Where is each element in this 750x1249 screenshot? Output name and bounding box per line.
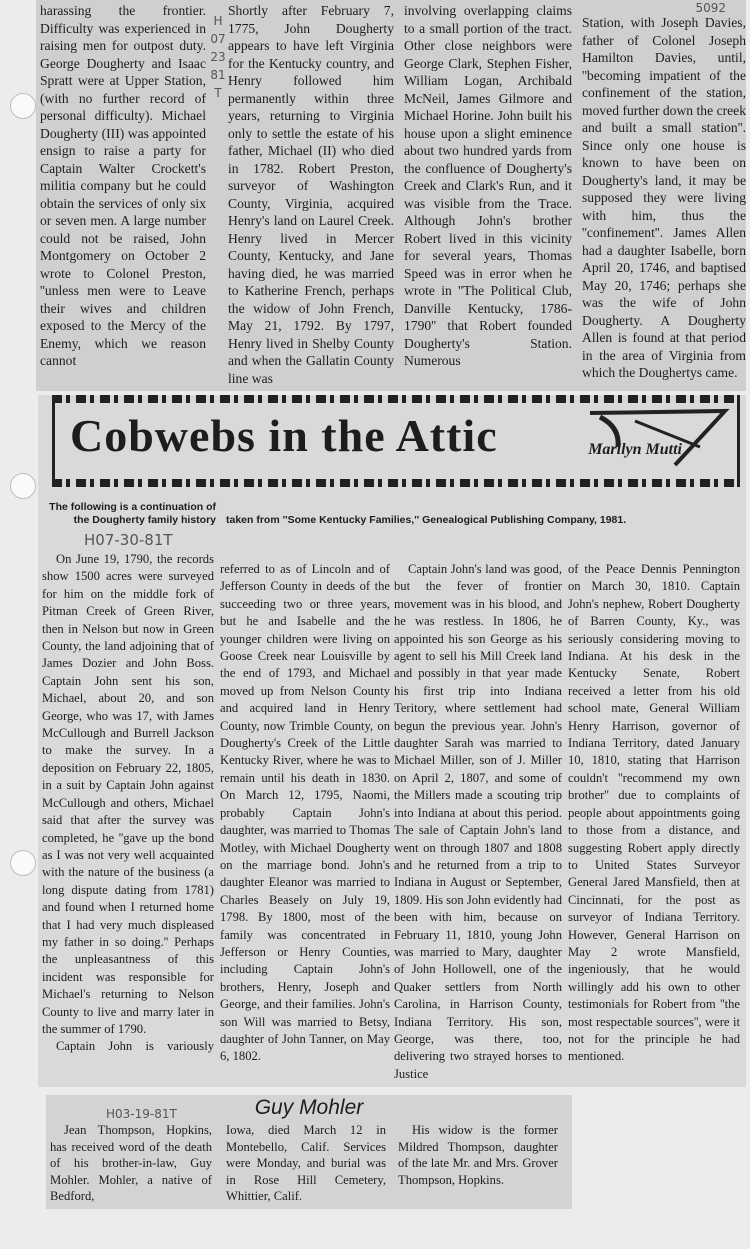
obituary-title: Guy Mohler (254, 1096, 364, 1120)
article-intro-continued: taken from ''Some Kentucky Families,'' Genealogical Publishing Company, 1981. (226, 514, 627, 526)
page-number-handwritten: 5092 (695, 1, 726, 15)
article-body (38, 501, 746, 1083)
ornament-border-bottom (52, 479, 740, 487)
obituary-column-3: His widow is the former Mildred Thompson, daughter of the late Mr. and Mrs. Grover Thompson, Hopkins. (398, 1123, 558, 1187)
byline: Marilyn Mutti (588, 441, 682, 458)
column-banner (52, 395, 740, 487)
obituary-column-2: Iowa, died March 12 in Montebello, Calif. Services were Monday, and burial was in Rose Hill Cemetery, Whittier, Calif. (226, 1123, 386, 1204)
top-column-2: Shortly after February 7, 1775, John Dougherty appears to have left Virginia for the Kentucky country, and Henry followed him permanently within three years, returning to Virginia only to settle the estate of his father, Michael (II) who died in 1782. Robert Preston, surveyor of Washington County, Virginia, acquired Henry's land on Laurel Creek. Henry lived in Mercer County, Kentucky, and Jane having died, he was married to Katherine French, perhaps the widow of John French, May 21, 1792. By 1797, Henry lived in Shelby County and when the Gallatin County line was (228, 3, 394, 386)
article-column-3: Captain John's land was good, but the fever of frontier movement was in his blood, and he was restless. In 1806, he appointed his son George as his agent to sell his Mill Creek land and possibly in that year made his first trip into Indiana Teritory, where settlement had begun the previous year. John's daughter Sarah was married to Michael Miller, son of J. Miller on April 2, 1807, and some of the Millers made a scouting trip into Indiana at about this period. The sale of Captain John's land went on through 1807 and 1808 and he returned from a trip to Indiana in August or September, 1809. His son John evidently had been with him, because on February 11, 1810, young John was married to Mary, daughter of John Hollowell, one of the Quaker settlers from North Carolina, in Harrison County, Indiana Territory. His son, George, was there, too, delivering two strayed horses to Justice (394, 562, 562, 1081)
handwritten-date: H 07 23 81 T (210, 14, 226, 100)
ornament-border-top (52, 395, 740, 403)
obituary-column-1: Jean Thompson, Hopkins, has received word of the death of his brother-in-law, Guy Mohler. Mohler, a native of Bedford, (50, 1123, 212, 1204)
quill-icon (580, 407, 730, 469)
article-column-1-last-line: Captain John is variously (56, 1039, 214, 1054)
binder-hole (10, 850, 36, 876)
article-intro: The following is a continuation of the Dougherty family history (49, 501, 216, 526)
obituary-clipping (46, 1095, 572, 1209)
banner-title: Cobwebs in the Attic (70, 410, 498, 461)
top-column-3: involving overlapping claims to a small portion of the tract. Other close neighbors were George Clark, Stephen Fisher, William Logan, Archibald McNeil, James Gilmore and Michael Horine. John built his house upon a slight eminence about two hundred yards from the confluence of Dougherty's Creek and Clark's Run, and it was visible from the Trace. Although John's brother Robert lived in this vicinity for several years, Thomas Speed was in error when he wrote in ''The Political Club, Danville Kentucky, 1786-1790'' that Robert founded Dougherty's Station. Numerous (404, 3, 572, 368)
article-column-4: of the Peace Dennis Pennington on March 30, 1810. Captain John's nephew, Robert Dougherty of Barren County, Ky., was seriously considering moving to Indiana. At his desk in the Kentucky Senate, Robert received a letter from his old school mate, General William Henry Harrison, governor of Indiana Territory, dated January 10, 1810, stating that Harrison couldn't ''recommend my own brother'' due to complaints of people about appointments going to those from a distance, and suggesting Robert apply directly to United States Surveyor General Jared Mansfield, then at Cincinnati, for the post as surveyor of Indiana Territory. However, General Harrison on May 2 wrote Mansfield, ingeniously, that he would willingly add his own to other testimonials for Robert from ''the most respectable sources'', were it not for the principle he had mentioned. (568, 562, 740, 1064)
top-clipping (36, 0, 746, 391)
handwritten-date: H03-19-81T (106, 1107, 177, 1122)
binder-hole (10, 473, 36, 499)
article-clipping (38, 395, 746, 1087)
handwritten-date: H07-30-81T (84, 531, 173, 549)
top-column-4: Station, with Joseph Davies, father of Colonel Joseph Hamilton Davies, until, ''becoming impatient of the confinement of the station, moved further down the creek and built a small station''. Since only one house is known to have been on Dougherty's land, it may be supposed they were living with him, thus the ''confinement''. James Allen had a daughter Isabelle, born April 20, 1746, and baptised May 20, 1746; perhaps she was the wife of John Dougherty. A Dougherty Allen is found at that period in the area of Virginia from which the Doughertys came. (582, 15, 746, 380)
binder-hole (10, 93, 36, 119)
article-column-1: On June 19, 1790, the records show 1500 acres were surveyed for him on the middle fork of Pitman Creek of Green River, then in Nelson but now in Green County, the land adjoining that of James Dozier and John Boss. Captain John sent his son, Michael, about 20, and son George, who was 17, with James McCullough and Burrell Jackson to make the survey. In a deposition on February 22, 1805, in a suit by Captain John against McCullough and others, Michael said that after the survey was completed, he ''gave up the bond as I was not very well acquainted with the nature of the business (a long dispute dating from 1781) and found when I returned home that I had very much displeased my father in so doing.'' Perhaps the unpleasantness of this incident was responsible for Michael's returning to Nelson County to live and marry later in the summer of 1790. (42, 552, 214, 1036)
article-column-2: referred to as of Lincoln and of Jefferson County in deeds of the succeeding two or three years, but he and Isabelle and the younger children were living on Goose Creek near Louisville by the end of 1793, and Michael moved up from Nelson County and acquired land in Henry County, now Trimble County, on Dougherty's Creek of the Little Kentucky River, where he was to remain until his death in 1830. On March 12, 1795, Naomi, probably Captain John's daughter, was married to Thomas Motley, with Michael Dougherty on the marriage bond. John's daughter Eleanor was married to Charles Beasely on July 19, 1798. By 1800, most of the family was concentrated in Jefferson or Henry Counties, including Captain John's brothers, Henry, Joseph and George, and their families. John's son Will was married to Betsy, daughter of John Tanner, on May 6, 1802. (220, 562, 390, 1064)
top-column-1: harassing the frontier. Difficulty was experienced in raising men for outpost duty. George Dougherty and Isaac Spratt were at Upper Station, (with no further record of personal difficulty). Michael Dougherty (III) was appointed ensign to raise a party for Captain Walter Crockett's militia company but he could obtain the services of only six or seven men. A large number could not be raised, John Montgomery on October 2 wrote to Colonel Preston, ''unless men were to Leave their wives and children exposed to the Mercy of the Enemy, which we reason cannot (40, 3, 206, 368)
